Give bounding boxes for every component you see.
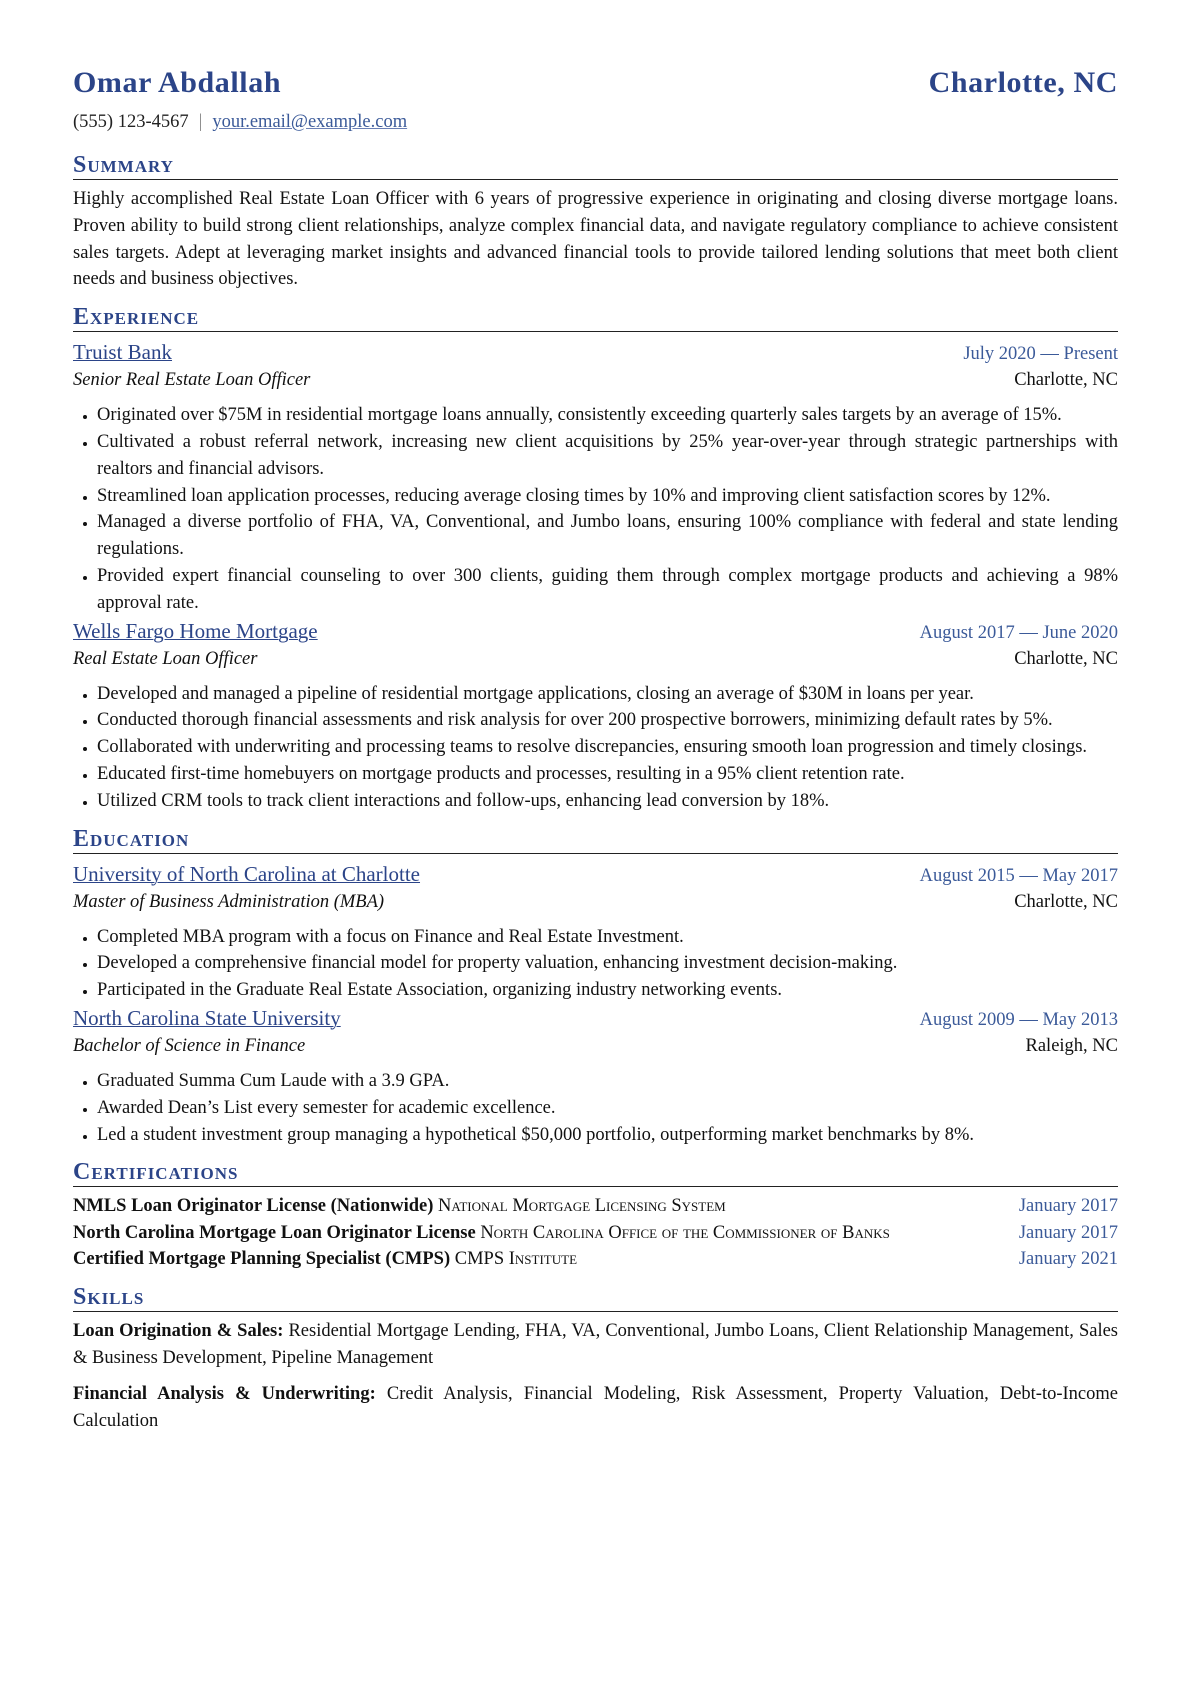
section-title-summary: Summary [73, 151, 1118, 180]
skill-group [73, 1318, 1118, 1372]
entry-dates: August 2015 — May 2017 [919, 865, 1118, 886]
contact-separator: | [198, 112, 203, 132]
skill-list: Residential Mortgage Lending, FHA, VA, Conventional, Jumbo Loans, Client Relationship Management, Sales & Business Development, Pipeline Management [73, 1320, 1118, 1368]
experience-section [73, 303, 1118, 814]
header-top-row [73, 62, 1118, 102]
certification-date: January 2021 [1018, 1249, 1118, 1270]
degree-title: Bachelor of Science in Finance [73, 1035, 306, 1056]
entry-subheader-row [73, 1032, 1118, 1060]
bullet-list [73, 402, 1118, 616]
entry-header-row [73, 338, 1118, 366]
candidate-name: Omar Abdallah [73, 66, 282, 99]
entry-subheader-row [73, 888, 1118, 916]
certification-item [73, 1246, 1118, 1273]
skill-group [73, 1381, 1118, 1435]
education-entry [73, 860, 1118, 1004]
certification-name: Certified Mortgage Planning Specialist (CMPS) [73, 1249, 451, 1270]
bullet-list [73, 924, 1118, 1004]
certification-main [73, 1246, 1019, 1273]
bullet-item: • Graduated Summa Cum Laude with a 3.9 GPA. [97, 1068, 1118, 1095]
bullet-item: • Utilized CRM tools to track client interactions and follow-ups, enhancing lead conversion by 18%. [97, 788, 1118, 815]
certification-item [73, 1220, 1118, 1247]
certification-main [73, 1193, 1019, 1220]
bullet-item: • Developed a comprehensive financial model for property valuation, enhancing investment decision-making. [97, 950, 1118, 977]
entry-header-row [73, 617, 1118, 645]
section-title-certifications: Certifications [73, 1158, 1118, 1187]
certification-item [73, 1193, 1118, 1220]
certification-issuer: North Carolina Office of the Commissioner of Banks [480, 1222, 890, 1243]
bullet-item: • Streamlined loan application processes, reducing average closing times by 10% and improving client satisfaction scores by 12%. [97, 483, 1118, 510]
section-title-education: Education [73, 825, 1118, 854]
phone-number: (555) 123-4567 [73, 112, 189, 132]
education-entry [73, 1004, 1118, 1148]
institution-link[interactable]: University of North Carolina at Charlotte [73, 861, 421, 886]
certification-name: NMLS Loan Originator License (Nationwide) [73, 1196, 434, 1217]
summary-text: Highly accomplished Real Estate Loan Officer with 6 years of progressive experience in originating and closing diverse mortgage loans. Proven ability to build strong client relationships, analyze complex financial data, and navigate regulatory compliance to achieve consistent sales targets. Adept at leveraging market insights and advanced financial tools to provide tailored lending solutions that meet both client needs and business objectives. [73, 189, 1118, 290]
certification-date: January 2017 [1018, 1222, 1118, 1243]
skills-section [73, 1283, 1118, 1435]
entry-dates: August 2017 — June 2020 [919, 622, 1118, 643]
experience-entry [73, 338, 1118, 616]
certification-date: January 2017 [1018, 1196, 1118, 1217]
degree-title: Master of Business Administration (MBA) [73, 891, 385, 912]
experience-entry [73, 617, 1118, 815]
bullet-item: • Awarded Dean’s List every semester for academic excellence. [97, 1095, 1118, 1122]
bullet-item: • Managed a diverse portfolio of FHA, VA, Conventional, and Jumbo loans, ensuring 100% compliance with federal and state lending regulations. [97, 509, 1118, 563]
entry-dates: July 2020 — Present [963, 344, 1118, 365]
education-section [73, 825, 1118, 1149]
employer-link[interactable]: Wells Fargo Home Mortgage [73, 618, 318, 643]
job-title: Senior Real Estate Loan Officer [73, 370, 311, 391]
entry-subheader-row [73, 366, 1118, 394]
entry-header-row [73, 860, 1118, 888]
entry-subheader-row [73, 645, 1118, 673]
entry-location: Charlotte, NC [1014, 648, 1118, 669]
bullet-item: • Developed and managed a pipeline of residential mortgage applications, closing an average of $30M in loans per year. [97, 681, 1118, 708]
entry-location: Raleigh, NC [1025, 1035, 1118, 1056]
bullet-item: • Completed MBA program with a focus on Finance and Real Estate Investment. [97, 924, 1118, 951]
bullet-list [73, 681, 1118, 815]
entry-dates: August 2009 — May 2013 [919, 1009, 1118, 1030]
bullet-item: • Provided expert financial counseling to over 300 clients, guiding them through complex mortgage products and achieving a 98% approval rate. [97, 563, 1118, 617]
header-location: Charlotte, NC [928, 66, 1118, 99]
bullet-item: • Cultivated a robust referral network, increasing new client acquisitions by 25% year-over-year through strategic partnerships with realtors and financial advisors. [97, 429, 1118, 483]
section-title-experience: Experience [73, 303, 1118, 332]
skill-list: Credit Analysis, Financial Modeling, Risk Assessment, Property Valuation, Debt-to-Income Calculation [73, 1384, 1118, 1432]
certification-issuer: CMPS Institute [454, 1249, 578, 1270]
entry-header-row [73, 1004, 1118, 1032]
resume-header [73, 62, 1118, 133]
bullet-list [73, 1068, 1118, 1148]
skill-category: Loan Origination & Sales: [73, 1320, 284, 1341]
bullet-item: • Conducted thorough financial assessments and risk analysis for over 200 prospective borrowers, minimizing default rates by 5%. [97, 707, 1118, 734]
certification-main [73, 1220, 1019, 1247]
entry-location: Charlotte, NC [1014, 891, 1118, 912]
bullet-item: • Originated over $75M in residential mortgage loans annually, consistently exceeding quarterly sales targets by an average of 15%. [97, 402, 1118, 429]
entry-location: Charlotte, NC [1014, 370, 1118, 391]
bullet-item: • Participated in the Graduate Real Estate Association, organizing industry networking events. [97, 977, 1118, 1004]
bullet-item: • Collaborated with underwriting and processing teams to resolve discrepancies, ensuring smooth loan progression and timely closings. [97, 734, 1118, 761]
section-title-skills: Skills [73, 1283, 1118, 1312]
bullet-item: • Led a student investment group managing a hypothetical $50,000 portfolio, outperforming market benchmarks by 8%. [97, 1122, 1118, 1149]
summary-section [73, 151, 1118, 293]
skill-category: Financial Analysis & Underwriting: [73, 1384, 376, 1405]
bullet-item: • Educated first-time homebuyers on mortgage products and processes, resulting in a 95% client retention rate. [97, 761, 1118, 788]
certifications-section [73, 1158, 1118, 1273]
job-title: Real Estate Loan Officer [73, 648, 258, 669]
employer-link[interactable]: Truist Bank [73, 340, 173, 365]
contact-line [73, 112, 1118, 133]
certification-name: North Carolina Mortgage Loan Originator License [73, 1222, 476, 1243]
institution-link[interactable]: North Carolina State University [73, 1005, 341, 1030]
certification-issuer: National Mortgage Licensing System [438, 1196, 726, 1217]
email-link[interactable]: your.email@example.com [212, 112, 408, 132]
